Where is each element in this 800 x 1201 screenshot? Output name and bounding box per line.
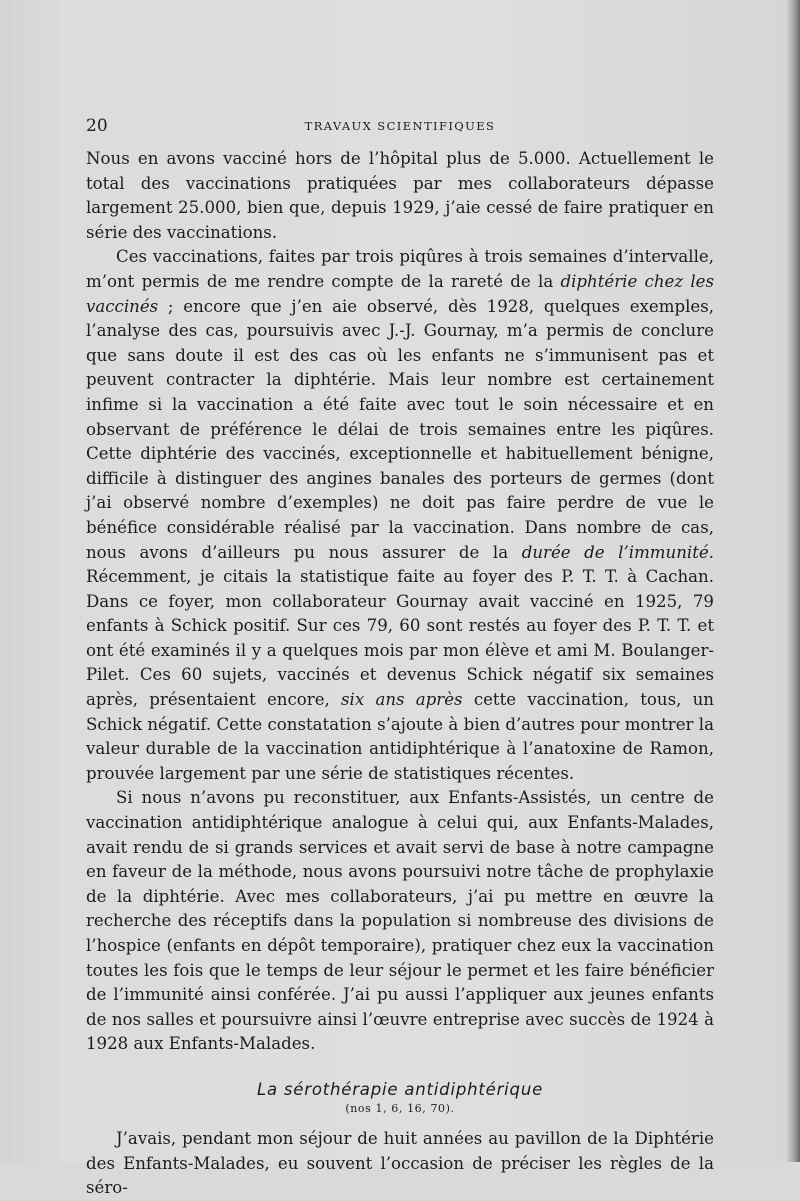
paragraph-4: J’avais, pendant mon séjour de huit années au pavillon de la Diphtérie des Enfants-Malades, eu souvent l’occasion de préciser les règles de la séro- xyxy=(86,1128,714,1198)
paragraph-1: Nous en avons vacciné hors de l’hôpital plus de 5.000. Actuellement le total des vaccinations pratiquées par mes collaborateurs dépasse largement 25.000, bien que, depuis 1929, j’aie cessé de faire pratiquer en série des vaccinations. xyxy=(86,149,714,242)
paragraph-2 xyxy=(86,245,714,786)
paragraph-2-text-d: cette vaccination, tous, un Schick négatif. Cette constatation s’ajoute à bien d’autres pour montrer la valeur durable de la vaccination antidiphtérique à l’anatoxine de Ramon, prouvée largement par une série de statistiques récentes. xyxy=(86,690,714,783)
paragraph-2-emphasis-3: six ans après xyxy=(341,690,463,710)
page-number: 20 xyxy=(86,116,108,136)
page-body xyxy=(86,147,714,1201)
page-header xyxy=(86,116,714,138)
running-title: TRAVAUX SCIENTIFIQUES xyxy=(304,119,496,133)
section-heading: La sérothérapie antidiphtérique xyxy=(256,1079,544,1099)
paragraph-2-emphasis-1: diphtérie chez les vaccinés xyxy=(86,271,714,316)
paragraph-2-text-a: Ces vaccinations, faites par trois piqûres à trois semaines d’intervalle, m’ont permis de me rendre compte de la rareté de la xyxy=(86,247,714,291)
paragraph-3: Si nous n’avons pu reconstituer, aux Enfants-Assistés, un centre de vaccination antidiphtérique analogue à celui qui, aux Enfants-Malades, avait rendu de si grands services et avait servi de base à notre campagne en faveur de la méthode, nous avons poursuivi notre tâche de prophylaxie de la diphtérie. Avec mes collaborateurs, j’ai pu mettre en œuvre la recherche des réceptifs dans la population si nombreuse des divisions de l’hospice (enfants en dépôt temporaire), pratiquer chez eux la vaccination toutes les fois que le temps de leur séjour le permet et les faire bénéficier de l’immunité ainsi conférée. J’ai pu aussi l’appliquer aux jeunes enfants de nos salles et poursuivre ainsi l’œuvre entreprise avec succès de 1924 à 1928 aux Enfants-Malades. xyxy=(86,788,714,1054)
paragraph-2-text-c: Récemment, je citais la statistique faite au foyer des P. T. T. à Cachan. Dans ce foyer, mon collaborateur Gournay avait vacciné en 1925, 79 enfants à Schick positif. Sur ces 79, 60 sont restés au foyer des P. T. T. et ont été examinés il y a quelques mois par mon élève et ami M. Boulanger-Pilet. Ces 60 sujets, vaccinés et devenus Schick négatif six semaines après, présentaient encore, xyxy=(86,567,714,710)
section-references: (nos 1, 6, 16, 70). xyxy=(345,1101,455,1115)
paragraph-2-emphasis-2: durée de l’immunité. xyxy=(521,542,714,562)
paragraph-2-text-b: ; encore que j’en aie observé, dès 1928, quelques exemples, l’analyse des cas, poursuivis avec J.-J. Gournay, m’a permis de conclure que sans doute il est des cas où les enfants ne s’immunisent pas et peuvent contracter la diphtérie. Mais leur nombre est certainement infime si la vaccination a été faite avec tout le soin nécessaire et en observant de préférence le délai de trois semaines entre les piqûres. Cette diphtérie des vaccinés, exceptionnelle et habituellement bénigne, difficile à distinguer des angines banales des porteurs de germes (dont j’ai observé nombre d’exemples) ne doit pas faire perdre de vue le bénéfice considérable réalisé par la vaccination. Dans nombre de cas, nous avons d’ailleurs pu nous assurer de la xyxy=(86,296,714,562)
page-edge-shadow xyxy=(786,0,800,1162)
